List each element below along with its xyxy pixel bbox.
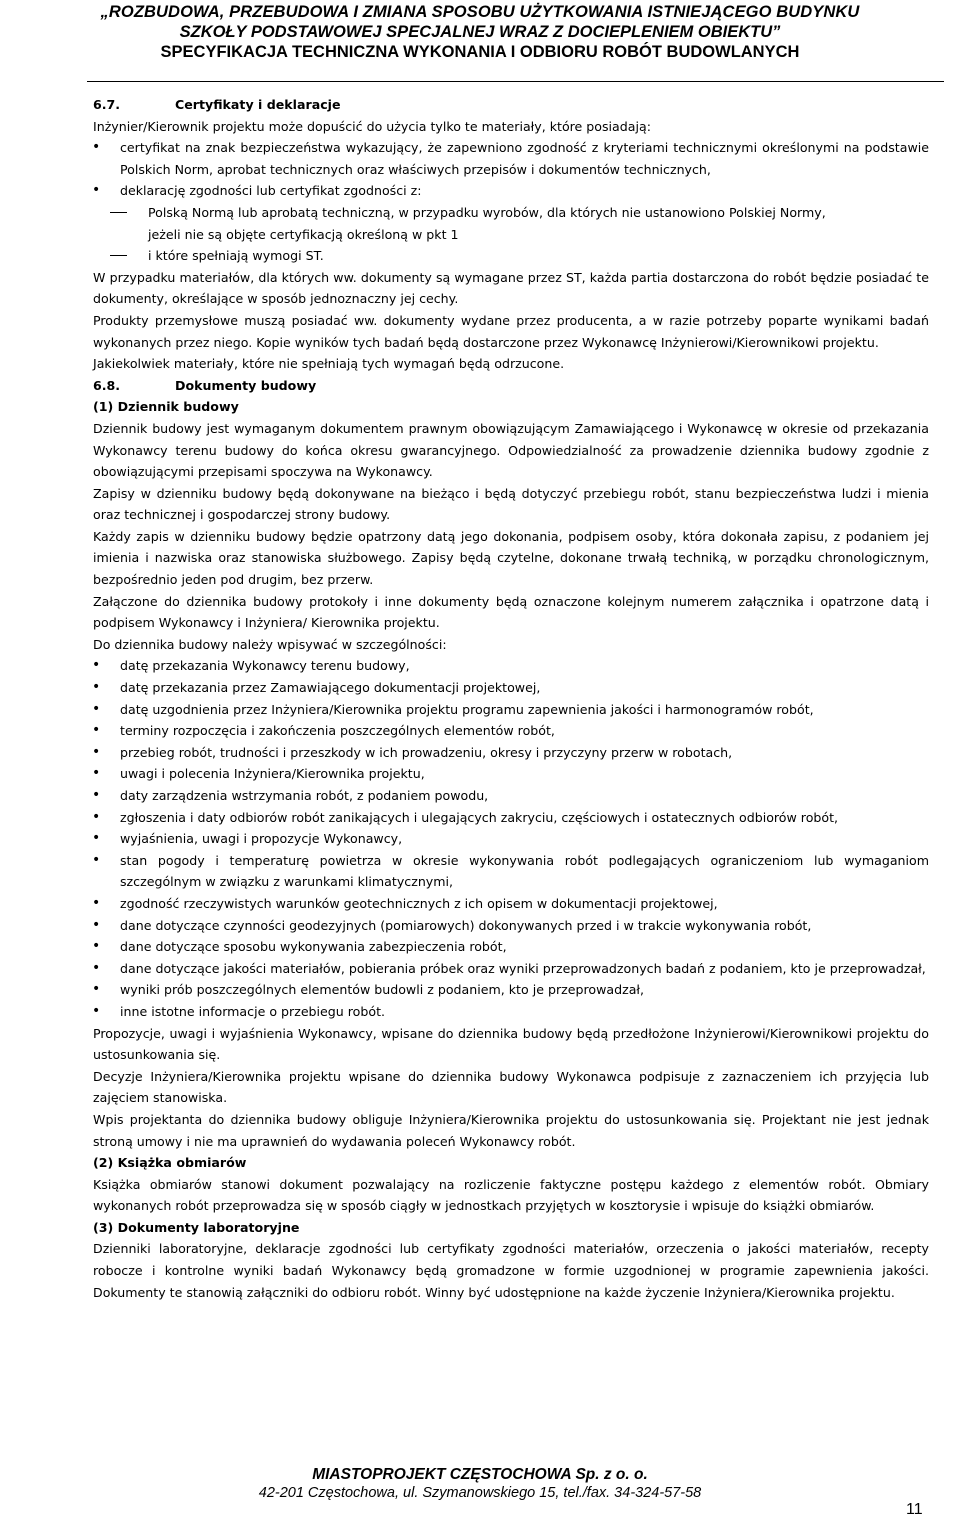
list-item: • terminy rozpoczęcia i zakończenia poszczególnych elementów robót, [93,720,929,742]
paragraph: Jakiekolwiek materiały, które nie spełniają tych wymagań będą odrzucone. [93,356,565,372]
dash-item [93,202,929,245]
document-body [93,94,929,1303]
paragraph: Inżynier/Kierownik projektu może dopuścić do użycia tylko te materiały, które posiadają: [93,118,651,134]
paragraph: Zapisy w dzienniku budowy będą dokonywane na bieżąco i będą dotyczyć przebiegu robót, stanu bezpieczeństwa ludzi i mienia oraz technicznej i gospodarczej strony budowy. [93,485,929,523]
list-item: • daty zarządzenia wstrzymania robót, z podaniem powodu, [93,785,929,807]
paragraph: Każdy zapis w dzienniku budowy będzie opatrzony datą jego dokonania, podpisem osoby, która dokonała zapisu, z podaniem jej imienia i nazwiska oraz stanowiska służbowego. Zapisy będą czytelne, dokonane trwałą techniką, w porządku chronologicznym, bezpośrednio jeden pod drugim, bez przerw. [93,528,929,588]
paragraph: Propozycje, uwagi i wyjaśnienia Wykonawcy, wpisane do dziennika budowy będą przedłożone Inżynierowi/Kierownikowi projektu do ustosunkowania się. [93,1025,929,1063]
list-item: • zgodność rzeczywistych warunków geotechnicznych z ich opisem w dokumentacji projektowej, [93,893,929,915]
list-item: • datę przekazania przez Zamawiającego dokumentacji projektowej, [93,677,929,699]
paragraph: Do dziennika budowy należy wpisywać w szczególności: [93,636,447,652]
paragraph: W przypadku materiałów, dla których ww. dokumenty są wymagane przez ST, każda partia dostarczona do robót będzie posiadać te dokumenty, określające w sposób jednoznaczny jej cechy. [93,269,929,307]
list-item: • stan pogody i temperaturę powietrza w okresie wykonywania robót podlegających ograniczeniom lub wymaganiom szczególnym w związku z warunkami klimatycznymi, [93,850,929,893]
dash-item-continuation: jeżeli nie są objęte certyfikacją określoną w pkt 1 [148,226,459,242]
list-item: • certyfikat na znak bezpieczeństwa wykazujący, że zapewniono zgodność z kryteriami technicznymi określonymi na podstawie Polskich Norm, aprobat technicznych oraz właściwych przepisów i dokumentów technicznych, [93,137,929,180]
list-item: • inne istotne informacje o przebiegu robót. [93,1001,929,1023]
paragraph: Dziennik budowy jest wymaganym dokumentem prawnym obowiązującym Zamawiającego i Wykonawcę w okresie od przekazania Wykonawcy terenu budowy do końca okresu gwarancyjnego. Odpowiedzialność za prowadzenie dziennika budowy zgodnie z obowiązującymi przepisami spoczywa na Wykonawcy. [93,420,929,480]
dash-item: i które spełniają wymogi ST. [93,245,929,267]
section-number: 6.8. [93,377,121,393]
bullet-list [93,137,929,202]
paragraph: Produkty przemysłowe muszą posiadać ww. dokumenty wydane przez producenta, a w razie potrzeby poparte wynikami badań wykonanych przez niego. Kopie wyników tych badań będą dostarczone przez Wykonawcę Inżynierowi/Kierownikowi projektu. [93,312,929,350]
list-item: • uwagi i polecenia Inżyniera/Kierownika projektu, [93,763,929,785]
paragraph: Załączone do dziennika budowy protokoły i inne dokumenty będą oznaczone kolejnym numerem załącznika i opatrzone datą i podpisem Wykonawcy i Inżyniera/ Kierownika projektu. [93,593,929,631]
dash-item-text: Polską Normą lub aprobatą techniczną, w przypadku wyrobów, dla których nie ustanowiono Polskiej Normy, [148,204,826,220]
paragraph: Decyzje Inżyniera/Kierownika projektu wpisane do dziennika budowy Wykonawca podpisuje z zaznaczeniem ich przyjęcia lub zajęciem stanowiska. [93,1068,929,1106]
subheading-dziennik: (1) Dziennik budowy [93,399,239,415]
footer-address: 42-201 Częstochowa, ul. Szymanowskiego 15, tel./fax. 34-324-57-58 [258,1485,702,1501]
list-item: • dane dotyczące czynności geodezyjnych (pomiarowych) dokonywanych przed i w trakcie wykonywania robót, [93,915,929,937]
header-title-line2: SZKOŁY PODSTAWOWEJ SPECJALNEJ WRAZ Z DOCIEPLENIEM OBIEKTU” [179,23,781,41]
subheading-ksiazka-obmiarow: (2) Książka obmiarów [93,1155,247,1171]
list-item: • dane dotyczące jakości materiałów, pobierania próbek oraz wyniki przeprowadzonych badań z podaniem, kto je przeprowadzał, [93,958,929,980]
bullet-list-entries [93,655,929,1022]
section-heading-6-8 [93,375,929,397]
list-item: • wyjaśnienia, uwagi i propozycje Wykonawcy, [93,828,929,850]
list-item: • przebieg robót, trudności i przeszkody w ich prowadzeniu, okresy i przyczyny przerw w robotach, [93,742,929,764]
dash-list [93,202,929,267]
list-item: • deklarację zgodności lub certyfikat zgodności z: [93,180,929,202]
section-title: Certyfikaty i deklaracje [175,97,341,112]
list-item: • zgłoszenia i daty odbiorów robót zanikających i ulegających zakryciu, częściowych i ostatecznych odbiorów robót, [93,807,929,829]
header-spec-title: SPECYFIKACJA TECHNICZNA WYKONANIA I ODBIORU ROBÓT BUDOWLANYCH [160,43,800,61]
subheading-dokumenty-laboratoryjne: (3) Dokumenty laboratoryjne [93,1219,300,1235]
list-item: • datę uzgodnienia przez Inżyniera/Kierownika projektu programu zapewnienia jakości i harmonogramów robót, [93,699,929,721]
header-title-line1: „ROZBUDOWA, PRZEBUDOWA I ZMIANA SPOSOBU UŻYTKOWANIA ISTNIEJĄCEGO BUDYNKU [100,3,860,21]
paragraph: Książka obmiarów stanowi dokument pozwalający na rozliczenie faktyczne postępu każdego z elementów robót. Obmiary wykonanych robót przeprowadza się w sposób ciągły w jednostkach przyjętych w kosztorysie i wpisuje do książki obmiarów. [93,1176,929,1214]
list-item: • wyniki prób poszczególnych elementów budowli z podaniem, kto je przeprowadzał, [93,979,929,1001]
section-heading-6-7 [93,94,929,116]
paragraph: Dzienniki laboratoryjne, deklaracje zgodności lub certyfikaty zgodności materiałów, orzeczenia o jakości materiałów, recepty robocze i kontrolne wyniki badań Wykonawcy będą gromadzone w formie uzgodnionej w programie zapewnienia jakości. Dokumenty te stanowią załączniki do odbioru robót. Winny być udostępnione na każde życzenie Inżyniera/Kierownika projektu. [93,1241,929,1300]
document-footer [0,1465,960,1503]
section-number: 6.7. [93,97,121,112]
page-number: 11 [906,1501,923,1518]
footer-company: MIASTOPROJEKT CZĘSTOCHOWA Sp. z o. o. [312,1466,648,1483]
list-item: • datę przekazania Wykonawcy terenu budowy, [93,655,929,677]
list-item: • dane dotyczące sposobu wykonywania zabezpieczenia robót, [93,936,929,958]
header-divider [87,81,944,82]
section-title: Dokumenty budowy [175,377,317,393]
document-header [0,2,960,62]
paragraph: Wpis projektanta do dziennika budowy obliguje Inżyniera/Kierownika projektu do ustosunkowania się. Projektant nie jest jednak stroną umowy i nie ma uprawnień do wydawania poleceń Wykonawcy robót. [93,1111,929,1149]
